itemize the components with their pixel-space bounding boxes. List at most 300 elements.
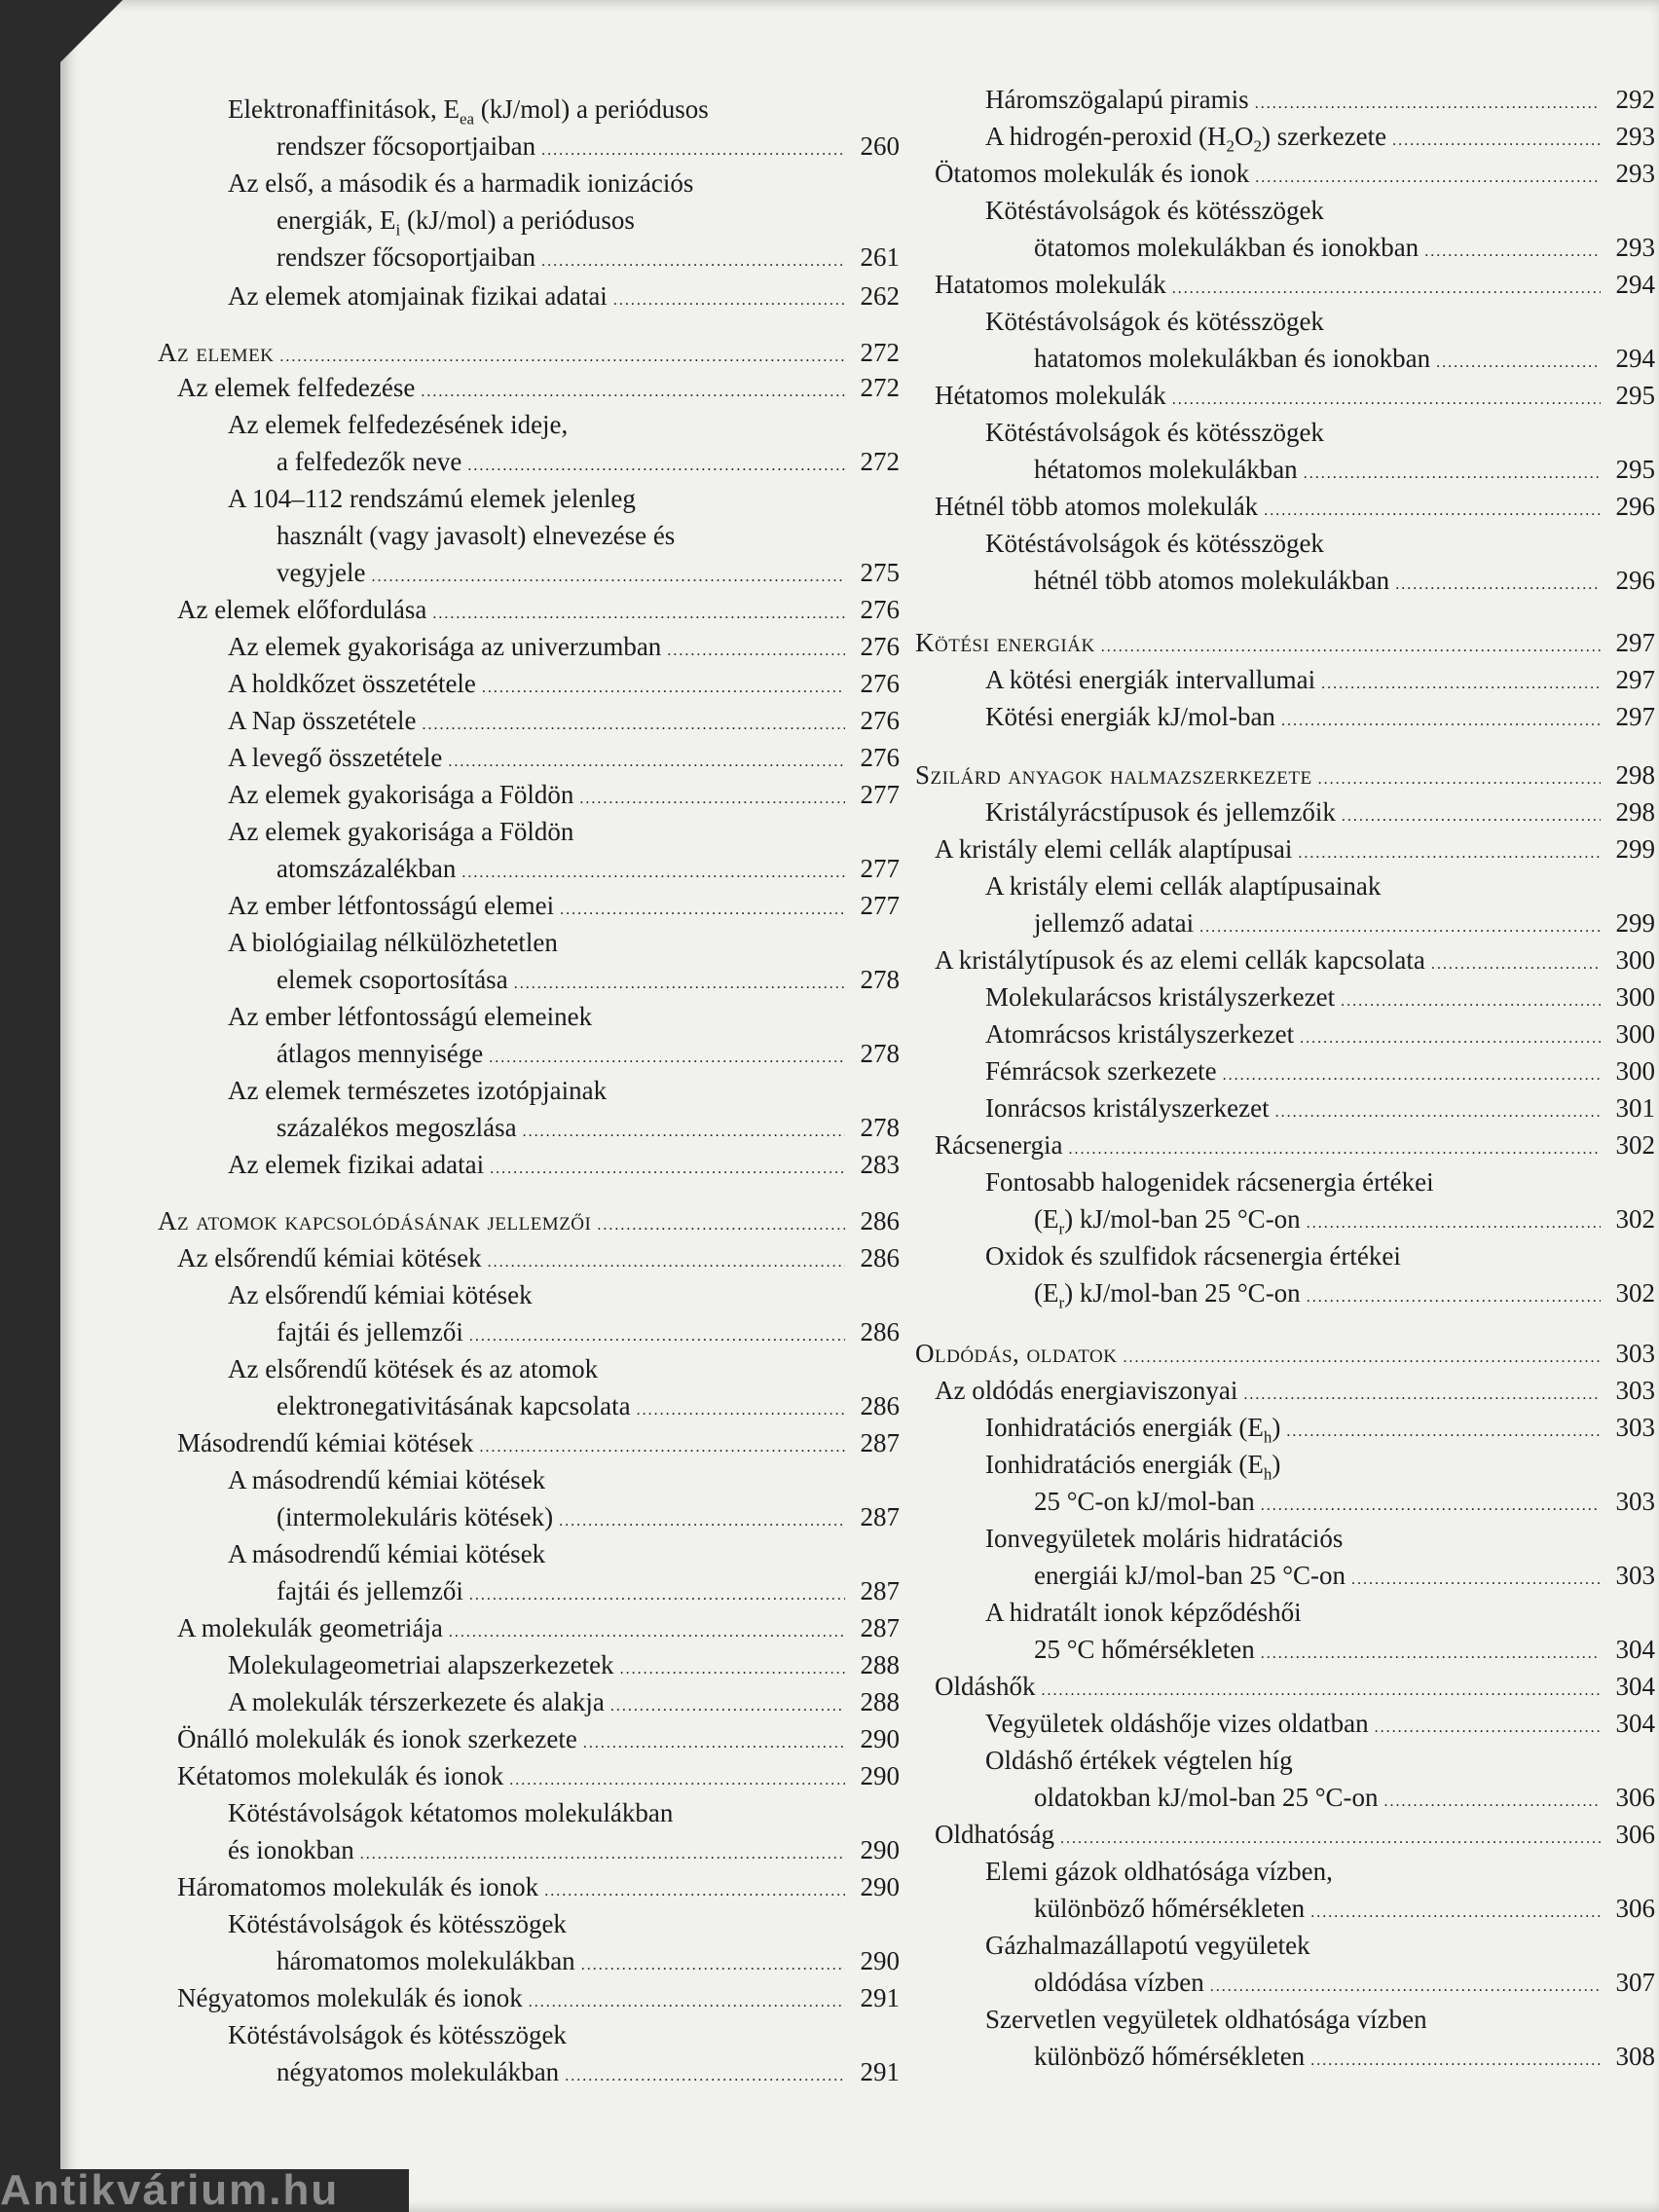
page-number: 303 [1615, 1487, 1655, 1516]
entry-title [985, 2000, 1427, 2039]
entry-title-text: hatatomos molekulákban és ionokban [1034, 344, 1431, 373]
page-number: 261 [860, 242, 900, 272]
entry-title [228, 164, 693, 203]
entry-title [935, 1125, 1062, 1164]
entry-title-text: Hétnél több atomos molekulák [935, 492, 1259, 521]
entry-title [935, 1815, 1054, 1854]
entry-title [1034, 1630, 1255, 1669]
entry-title [228, 1904, 567, 1943]
entry-title-text: Az elsőrendű kötések és az atomok [228, 1354, 599, 1383]
toc-section-az-atomok-kapcsolodasanak-jellemzoi [158, 1201, 900, 1240]
entry-title [985, 302, 1324, 341]
entry-title [276, 127, 535, 166]
entry-title-text: A hidratált ionok képződéshői [985, 1598, 1302, 1627]
entry-title [228, 276, 608, 315]
toc-entry-kotestavolsagok-es-kotesszogek [158, 2015, 900, 2054]
entry-title-text: (E [1034, 1204, 1059, 1234]
page-number: 299 [1615, 834, 1655, 864]
entry-title-text: Az oldódás energiaviszonyai [935, 1376, 1238, 1405]
toc-entry-az-elsorendu-kotesek-es-az-atomok [158, 1349, 900, 1388]
entry-title [228, 997, 592, 1036]
page-number: 294 [1615, 344, 1655, 373]
entry-title-text: A másodrendű kémiai kötések [228, 1465, 546, 1494]
page-number: 303 [1615, 1561, 1655, 1590]
entry-title [935, 830, 1292, 868]
entry-title [985, 1014, 1294, 1053]
page-number: 276 [860, 669, 900, 698]
entry-title [177, 1978, 523, 2017]
entry-title-text: atomszázalékban [276, 854, 457, 883]
entry-title-text: Az elsőrendű kémiai kötések [177, 1243, 482, 1272]
entry-title-text: vegyjele [276, 558, 366, 587]
toc-entry-atomracsos-kristalyszerkezet [915, 1014, 1655, 1053]
entry-title-rest: ) [1272, 1450, 1281, 1479]
entry-title-text: különböző hőmérsékleten [1034, 1894, 1306, 1923]
entry-title-text: hétatomos molekulákban [1034, 455, 1298, 484]
entry-title [228, 1534, 545, 1573]
page-number: 300 [1615, 1056, 1655, 1086]
entry-title [276, 1034, 483, 1073]
subscript: r [1058, 1219, 1065, 1238]
toc-entry-oldasho-ertekek-vegtelen-hig [915, 1741, 1655, 1780]
toc-entry-szervetlen-vegyuletek-oldhatosaga-vizben [915, 2000, 1655, 2039]
page-number: 304 [1615, 1709, 1655, 1738]
page-number: 272 [860, 338, 900, 367]
entry-title-text: Hétatomos molekulák [935, 381, 1166, 410]
entry-title [177, 590, 426, 629]
toc-entry-az-elemek-elofordulasa [158, 590, 900, 629]
entry-title-text: Önálló molekulák és ionok szerkezete [177, 1724, 577, 1753]
toc-entry-szazalekos-megoszlasa [158, 1108, 900, 1147]
toc-entry-elemek-csoportositasa [158, 960, 900, 999]
entry-title-text: Az elemek atomjainak fizikai adatai [228, 281, 608, 311]
entry-title-text: Kötéstávolságok és kötésszögek [985, 307, 1324, 336]
entry-title-text: Kétatomos molekulák és ionok [177, 1761, 504, 1790]
page-number: 302 [1615, 1204, 1655, 1234]
entry-title-text: Az elemek fizikai adatai [228, 1150, 485, 1179]
toc-entry-hetatomos-molekulak [915, 376, 1655, 415]
entry-title-text: Ionvegyületek moláris hidratációs [985, 1524, 1344, 1553]
entry-title-text: energiái kJ/mol-ban 25 °C-on [1034, 1561, 1346, 1590]
toc-entry-otatomos-molekulakban-es-ionokban [915, 228, 1655, 267]
page-number: 303 [1615, 1376, 1655, 1405]
toc-entry-atlagos-mennyisege [158, 1034, 900, 1073]
entry-title [228, 664, 476, 703]
entry-title [1034, 1963, 1204, 2002]
entry-title [228, 1145, 484, 1184]
subscript: h [1263, 1427, 1272, 1447]
entry-title-text: oldatokban kJ/mol-ban 25 °C-on [1034, 1783, 1379, 1812]
entry-title-text: A kristály elemi cellák alaptípusainak [985, 871, 1382, 901]
dot-leader [1305, 2037, 1601, 2081]
toc-entry-elektronegativitasanak-kapcsolata [158, 1386, 900, 1425]
entry-title [935, 265, 1166, 304]
toc-section-oldodas-oldatok [915, 1334, 1655, 1373]
entry-title [985, 977, 1335, 1016]
page-number: 288 [860, 1687, 900, 1716]
toc-entry-kotestavolsagok-es-kotesszogek [915, 302, 1655, 341]
entry-title [935, 1667, 1036, 1706]
dot-leader [1389, 561, 1601, 605]
entry-title [985, 1519, 1343, 1558]
entry-title [228, 1460, 545, 1499]
entry-title [276, 553, 365, 592]
entry-title-text: Molekulageometriai alapszerkezetek [228, 1650, 614, 1679]
entry-title [228, 405, 568, 444]
toc-entry-elemi-gazok-oldhatosaga-vizben [915, 1852, 1655, 1891]
entry-title-text: Háromszögalapú piramis [985, 85, 1249, 114]
page-number: 276 [860, 632, 900, 661]
toc-entry-a-kristaly-elemi-cellak-alaptipusai [915, 830, 1655, 868]
page-number: 286 [860, 1243, 900, 1272]
entry-title [985, 1593, 1302, 1632]
entry-title-text: ötatomos molekulákban és ionokban [1034, 233, 1419, 262]
entry-title [985, 1088, 1270, 1127]
entry-title-text: A Nap összetétele [228, 706, 417, 735]
toc-entry-kotestavolsagok-es-kotesszogek [915, 524, 1655, 563]
toc-entry-onallo-molekulak-es-ionok-szerkezete [158, 1719, 900, 1758]
toc-entry-a-holdkozet-osszetetele [158, 664, 900, 703]
page-number: 306 [1615, 1783, 1655, 1812]
entry-title [158, 1201, 591, 1240]
toc-entry-ionhidratacios-energiak-e [915, 1408, 1655, 1447]
entry-title-text: 25 °C hőmérsékleten [1034, 1635, 1255, 1664]
toc-entry-elektronaffinitasok-e [158, 90, 900, 129]
toc-entry-negyatomos-molekulakban [158, 2052, 900, 2091]
page-number: 304 [1615, 1672, 1655, 1701]
entry-title-text: Kötéstávolságok és kötésszögek [985, 418, 1324, 447]
entry-title-text: Másodrendű kémiai kötések [177, 1428, 474, 1457]
entry-title-text: Kristályrácstípusok és jellemzőik [985, 797, 1336, 827]
page-number: 262 [860, 281, 900, 311]
toc-entry-a-levego-osszetetele [158, 738, 900, 777]
toc-entry-az-elemek-fizikai-adatai [158, 1145, 900, 1184]
entry-title-text: Elektronaffinitások, E [228, 94, 460, 124]
toc-entry-racsenergia [915, 1125, 1655, 1164]
page-number: 277 [860, 891, 900, 920]
page-number: 276 [860, 595, 900, 624]
entry-title-text: és ionokban [228, 1835, 354, 1864]
toc-entry-a-hidratalt-ionok-kepzodeshoi [915, 1593, 1655, 1632]
entry-title-text: átlagos mennyisége [276, 1039, 484, 1068]
entry-title-text: a felfedezők neve [276, 447, 462, 476]
page-number: 272 [860, 447, 900, 476]
page-number: 296 [1615, 566, 1655, 595]
page-number: 290 [860, 1761, 900, 1790]
entry-title [276, 849, 456, 888]
entry-title [228, 1071, 607, 1110]
toc-entry-vegyjele [158, 553, 900, 592]
page-number: 297 [1615, 665, 1655, 694]
toc-entry-a-felfedezok-neve [158, 442, 900, 481]
entry-title [228, 923, 558, 962]
entry-title-text: Ionhidratációs energiák (E [985, 1413, 1264, 1442]
entry-title [1034, 1556, 1346, 1595]
page-number: 287 [860, 1576, 900, 1605]
toc-entry-rendszer-focsoportjaiban [158, 238, 900, 276]
page-number: 302 [1615, 1130, 1655, 1160]
toc-entry-az-elemek-termeszetes-izotopjainak [158, 1071, 900, 1110]
entry-title-text: (intermolekuláris kötések) [276, 1502, 554, 1531]
entry-title-text: Oldódás, oldatok [915, 1339, 1118, 1368]
entry-title-rest: ) kJ/mol-ban 25 °C-on [1064, 1278, 1301, 1308]
entry-title [177, 1867, 538, 1906]
entry-title-text: Rácsenergia [935, 1130, 1063, 1160]
entry-title [228, 1349, 598, 1388]
entry-title [177, 1238, 482, 1277]
toc-entry-hetatomos-molekulakban [915, 450, 1655, 489]
toc-entry-az-ember-letfontossagu-elemei [158, 886, 900, 925]
toc-entry-oldatokban-kj-mol-ban-25-c-on [915, 1778, 1655, 1817]
toc-entry-atomszazalekban [158, 849, 900, 888]
entry-title [276, 238, 535, 276]
toc-entry-a-kotesi-energiak-intervallumai [915, 660, 1655, 699]
entry-title-text: Ionhidratációs energiák (E [985, 1450, 1264, 1479]
entry-title [985, 1236, 1401, 1275]
toc-entry-az-elemek-felfedezese [158, 368, 900, 407]
entry-title-text: Az elemek előfordulása [177, 595, 427, 624]
toc-entry-intermolekularis-kotesek [158, 1497, 900, 1536]
entry-title [276, 2052, 559, 2091]
page-number: 290 [860, 1835, 900, 1864]
toc-entry-kotestavolsagok-es-kotesszogek [915, 413, 1655, 452]
dot-leader [1275, 697, 1601, 741]
toc-entry-ketatomos-molekulak-es-ionok [158, 1756, 900, 1795]
toc-entry-e [915, 1273, 1655, 1312]
entry-title-text: Kötéstávolságok kétatomos molekulákban [228, 1798, 674, 1827]
entry-title [985, 1852, 1333, 1891]
toc-entry-a-masodrendu-kemiai-kotesek [158, 1460, 900, 1499]
entry-title-text: használt (vagy javasolt) elnevezése és [276, 521, 676, 550]
entry-title-text: A kristálytípusok és az elemi cellák kapcsolata [935, 945, 1425, 975]
entry-title-text: Oldáshő értékek végtelen híg [985, 1746, 1293, 1775]
entry-title [177, 1423, 473, 1462]
entry-title [1034, 2037, 1305, 2076]
subscript: ea [459, 109, 475, 129]
toc-entry-femracsok-szerkezete [915, 1051, 1655, 1090]
entry-title-text: háromatomos molekulákban [276, 1946, 575, 1975]
entry-title [985, 1926, 1310, 1965]
entry-title [177, 368, 415, 407]
page-number: 294 [1615, 270, 1655, 299]
entry-title-text: Az ember létfontosságú elemeinek [228, 1002, 593, 1031]
toc-entry-negyatomos-molekulak-es-ionok [158, 1978, 900, 2017]
entry-title-text: A molekulák térszerkezete és alakja [228, 1687, 605, 1716]
entry-title [228, 738, 442, 777]
toc-entry-hetnel-tobb-atomos-molekulak [915, 487, 1655, 526]
entry-title [985, 191, 1324, 230]
toc-entry-kristalyracstipusok-es-jellemzoik [915, 793, 1655, 831]
toc-entry-az-elemek-gyakorisaga-a-foldon [158, 775, 900, 814]
toc-entry-oldodasa-vizben [915, 1963, 1655, 2002]
entry-title-text: Fontosabb halogenidek rácsenergia értékei [985, 1167, 1434, 1197]
entry-title-text: A hidrogén-peroxid (H [985, 122, 1227, 151]
entry-title [276, 1941, 575, 1980]
entry-title-text: négyatomos molekulákban [276, 2057, 560, 2086]
toc-entry-hatatomos-molekulakban-es-ionokban [915, 339, 1655, 378]
toc-entry-oldhatosag [915, 1815, 1655, 1854]
entry-title-text: Az elemek természetes izotópjainak [228, 1076, 608, 1105]
toc-entry-a-104-112-rendszamu-elemek-jelenleg [158, 479, 900, 518]
page-number: 283 [860, 1150, 900, 1179]
entry-title [1034, 450, 1298, 489]
entry-title-text: A holdkőzet összetétele [228, 669, 476, 698]
toc-entry-a-kristalytipusok-es-az-elemi-cellak-kap [915, 940, 1655, 979]
page-number: 302 [1615, 1278, 1655, 1308]
entry-title [228, 627, 661, 666]
entry-title [276, 1497, 553, 1536]
page-number: 300 [1615, 982, 1655, 1012]
entry-title-text: A 104–112 rendszámú elemek jelenleg [228, 484, 636, 513]
entry-title-text: Kötési energiák kJ/mol-ban [985, 702, 1275, 731]
toc-entry-kotesi-energiak-kj-mol-ban [915, 697, 1655, 736]
page-number: 278 [860, 965, 900, 994]
page-number: 301 [1615, 1093, 1655, 1123]
page-number: 276 [860, 743, 900, 772]
entry-title [1034, 1273, 1301, 1322]
toc-entry-az-ember-letfontossagu-elemeinek [158, 997, 900, 1036]
entry-title [228, 1682, 605, 1721]
page-number: 303 [1615, 1339, 1655, 1368]
page-number: 299 [1615, 908, 1655, 938]
entry-title-text: Az elsőrendű kémiai kötések [228, 1280, 533, 1309]
entry-title [985, 524, 1324, 563]
page-number: 298 [1615, 797, 1655, 827]
toc-entry-molekularacsos-kristalyszerkezet [915, 977, 1655, 1016]
entry-title [985, 80, 1249, 119]
toc-entry-az-elemek-atomjainak-fizikai-adatai [158, 276, 900, 315]
toc-entry-masodrendu-kemiai-kotesek [158, 1423, 900, 1462]
toc-entry-ionracsos-kristalyszerkezet [915, 1088, 1655, 1127]
toc-entry-az-elsorendu-kemiai-kotesek [158, 1238, 900, 1277]
toc-entry-az-elsorendu-kemiai-kotesek [158, 1275, 900, 1314]
toc-entry-fajtai-es-jellemzoi [158, 1312, 900, 1351]
toc-entry-25-c-on-kj-mol-ban [915, 1482, 1655, 1521]
watermark: Antikvárium.hu [0, 2169, 409, 2212]
entry-title-text: Elemi gázok oldhatósága vízben, [985, 1857, 1333, 1886]
entry-title-rest: ) szerkezete [1261, 122, 1387, 151]
toc-entry-a-nap-osszetetele [158, 701, 900, 740]
entry-title [228, 1793, 673, 1832]
entry-title [177, 1756, 503, 1795]
entry-title [935, 1371, 1237, 1410]
entry-title-text: Hatatomos molekulák [935, 270, 1166, 299]
page-number: 275 [860, 558, 900, 587]
entry-title [228, 2015, 567, 2054]
entry-title [276, 442, 461, 481]
entry-title-text: (E [1034, 1278, 1059, 1308]
page-number: 287 [860, 1428, 900, 1457]
dot-leader [484, 1145, 845, 1189]
page-number: 295 [1615, 381, 1655, 410]
toc-entry-haromszogalapu-piramis [915, 80, 1655, 119]
entry-title [985, 793, 1336, 831]
entry-title [985, 1741, 1293, 1780]
entry-title-text: Oldhatóság [935, 1820, 1054, 1849]
entry-title [228, 886, 554, 925]
toc-entry-a-kristaly-elemi-cellak-alaptipusainak [915, 866, 1655, 905]
page-number: 293 [1615, 233, 1655, 262]
page-number: 306 [1615, 1820, 1655, 1849]
subscript: 2 [1253, 136, 1262, 156]
toc-entry-es-ionokban [158, 1830, 900, 1869]
toc-entry-ionvegyuletek-molaris-hidratacios [915, 1519, 1655, 1558]
entry-title-text: A biológiailag nélkülözhetetlen [228, 928, 558, 957]
entry-title-text: Szilárd anyagok halmazszerkezete [915, 760, 1312, 790]
dog-ear-corner [60, 0, 123, 62]
page-number: 303 [1615, 1413, 1655, 1442]
entry-title [985, 1704, 1369, 1743]
entry-title-rest: (kJ/mol) a periódusos [474, 94, 709, 124]
toc-entry-kulonbozo-homersekleten [915, 1889, 1655, 1928]
entry-title-text: Molekularácsos kristályszerkezet [985, 982, 1336, 1012]
entry-title [228, 775, 573, 814]
entry-title-text: Szervetlen vegyületek oldhatósága vízben [985, 2005, 1427, 2034]
toc-entry-kotestavolsagok-ketatomos-molekulakban [158, 1793, 900, 1832]
entry-title [915, 623, 1095, 662]
toc-entry-kotestavolsagok-es-kotesszogek [158, 1904, 900, 1943]
entry-title-text: A másodrendű kémiai kötések [228, 1539, 546, 1568]
toc-entry-haromatomos-molekulakban [158, 1941, 900, 1980]
entry-title-text: Az elemek [158, 338, 275, 367]
entry-title [985, 660, 1315, 699]
entry-title-text: Ötatomos molekulák és ionok [935, 159, 1250, 188]
dot-leader [608, 276, 845, 320]
entry-title [228, 812, 573, 851]
subscript: 2 [1226, 136, 1235, 156]
entry-title-text: Kötéstávolságok és kötésszögek [228, 2020, 567, 2049]
page-number: 288 [860, 1650, 900, 1679]
entry-title-text: Ionrácsos kristályszerkezet [985, 1093, 1270, 1123]
subscript: i [395, 220, 401, 240]
entry-title-text: hétnél több atomos molekulákban [1034, 566, 1390, 595]
entry-title-text: A kötési energiák intervallumai [985, 665, 1316, 694]
dot-leader [559, 2052, 845, 2096]
entry-title-rest: ) kJ/mol-ban 25 °C-on [1064, 1204, 1301, 1234]
toc-entry-ionhidratacios-energiak-e [915, 1445, 1655, 1484]
entry-title-text: elektronegativitásának kapcsolata [276, 1391, 631, 1420]
toc-entry-a-hidrogen-peroxid-h [915, 117, 1655, 156]
entry-title [935, 487, 1258, 526]
toc-entry-25-c-homersekleten [915, 1630, 1655, 1669]
toc-section-kotesi-energiak [915, 623, 1655, 662]
entry-title [177, 1719, 577, 1758]
toc-entry-energiai-kj-mol-ban-25-c-on [915, 1556, 1655, 1595]
toc-entry-fontosabb-halogenidek-racsenergia-erteke [915, 1162, 1655, 1201]
entry-title-rest: O [1234, 122, 1254, 151]
entry-title-text: Kötéstávolságok és kötésszögek [228, 1909, 567, 1938]
page-number: 293 [1615, 122, 1655, 151]
entry-title [1034, 228, 1419, 267]
entry-title-text: Az ember létfontosságú elemei [228, 891, 555, 920]
page-number: 272 [860, 373, 900, 402]
page-number: 292 [1615, 85, 1655, 114]
entry-title-text: Az elemek gyakorisága az univerzumban [228, 632, 662, 661]
entry-title [935, 940, 1425, 979]
page-number: 297 [1615, 702, 1655, 731]
entry-title [276, 1108, 517, 1147]
toc-entry-e [915, 1199, 1655, 1238]
entry-title-text: Kötéstávolságok és kötésszögek [985, 196, 1324, 225]
entry-title-text: elemek csoportosítása [276, 965, 508, 994]
toc-entry-otatomos-molekulak-es-ionok [915, 154, 1655, 193]
entry-title [985, 413, 1324, 452]
toc-entry-kulonbozo-homersekleten [915, 2037, 1655, 2076]
entry-title-text: Az atomok kapcsolódásának jellemzői [158, 1206, 592, 1235]
page-number: 287 [860, 1502, 900, 1531]
page-number: 278 [860, 1113, 900, 1142]
entry-title-text: Oxidok és szulfidok rácsenergia értékei [985, 1241, 1401, 1271]
